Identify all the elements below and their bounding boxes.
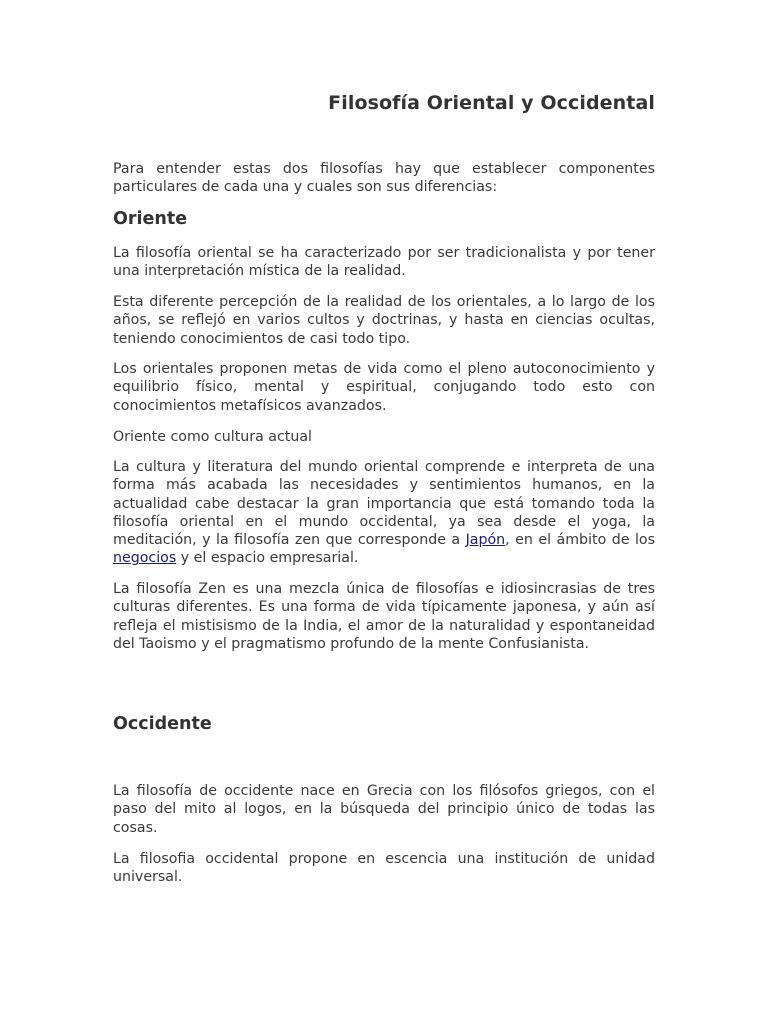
occidente-paragraph-2: La filosofia occidental propone en escencia una institución de unidad universal. bbox=[113, 851, 655, 886]
oriente-heading: Oriente bbox=[113, 209, 188, 229]
japon-link[interactable]: Japón bbox=[465, 532, 506, 549]
occidente-heading: Occidente bbox=[113, 714, 212, 734]
occidente-paragraph-1: La filosofía de occidente nace en Grecia con los filósofos griegos, con el paso del mito al logos, en la búsqueda del principio único de todas las cosas. bbox=[113, 783, 655, 836]
paragraph-text: y el espacio empresarial. bbox=[176, 550, 359, 567]
paragraph-text: , en el ámbito de los bbox=[505, 532, 655, 549]
intro-paragraph: Para entender estas dos filosofías hay que establecer componentes particulares de cada una y cuales son sus diferencias: bbox=[113, 161, 655, 196]
document-title: Filosofía Oriental y Occidental bbox=[328, 92, 655, 114]
oriente-paragraph-5: La filosofía Zen es una mezcla única de filosofías e idiosincrasias de tres culturas diferentes. Es una forma de vida típicamente japonesa, y aún así refleja el mistisismo de la India, el amor de la naturalidad y espontaneidad del Taoismo y el pragmatismo profundo de la mente Confusianista. bbox=[113, 581, 655, 652]
oriente-paragraph-1: La filosofía oriental se ha caracterizado por ser tradicionalista y por tener una interpretación mística de la realidad. bbox=[113, 245, 655, 280]
oriente-paragraph-3: Los orientales proponen metas de vida como el pleno autoconocimiento y equilibrio físico, mental y espiritual, conjugando todo esto con conocimientos metafísicos avanzados. bbox=[113, 361, 655, 414]
oriente-paragraph-2: Esta diferente percepción de la realidad de los orientales, a lo largo de los años, se reflejó en varios cultos y doctrinas, y hasta en ciencias ocultas, teniendo conocimientos de casi todo tipo. bbox=[113, 294, 655, 347]
negocios-link[interactable]: negocios bbox=[113, 550, 177, 567]
oriente-paragraph-4 bbox=[113, 458, 655, 568]
oriente-subheading: Oriente como cultura actual bbox=[113, 429, 312, 445]
paragraph-text: La cultura y literatura del mundo oriental comprende e interpreta de una forma más acabada las necesidades y sentimientos humanos, en la actualidad cabe destacar la gran importancia que está tomando toda la filosofía oriental en el mundo occidental, ya sea desde el yoga, la meditación, y la filosofía zen que corresponde a bbox=[113, 459, 655, 549]
